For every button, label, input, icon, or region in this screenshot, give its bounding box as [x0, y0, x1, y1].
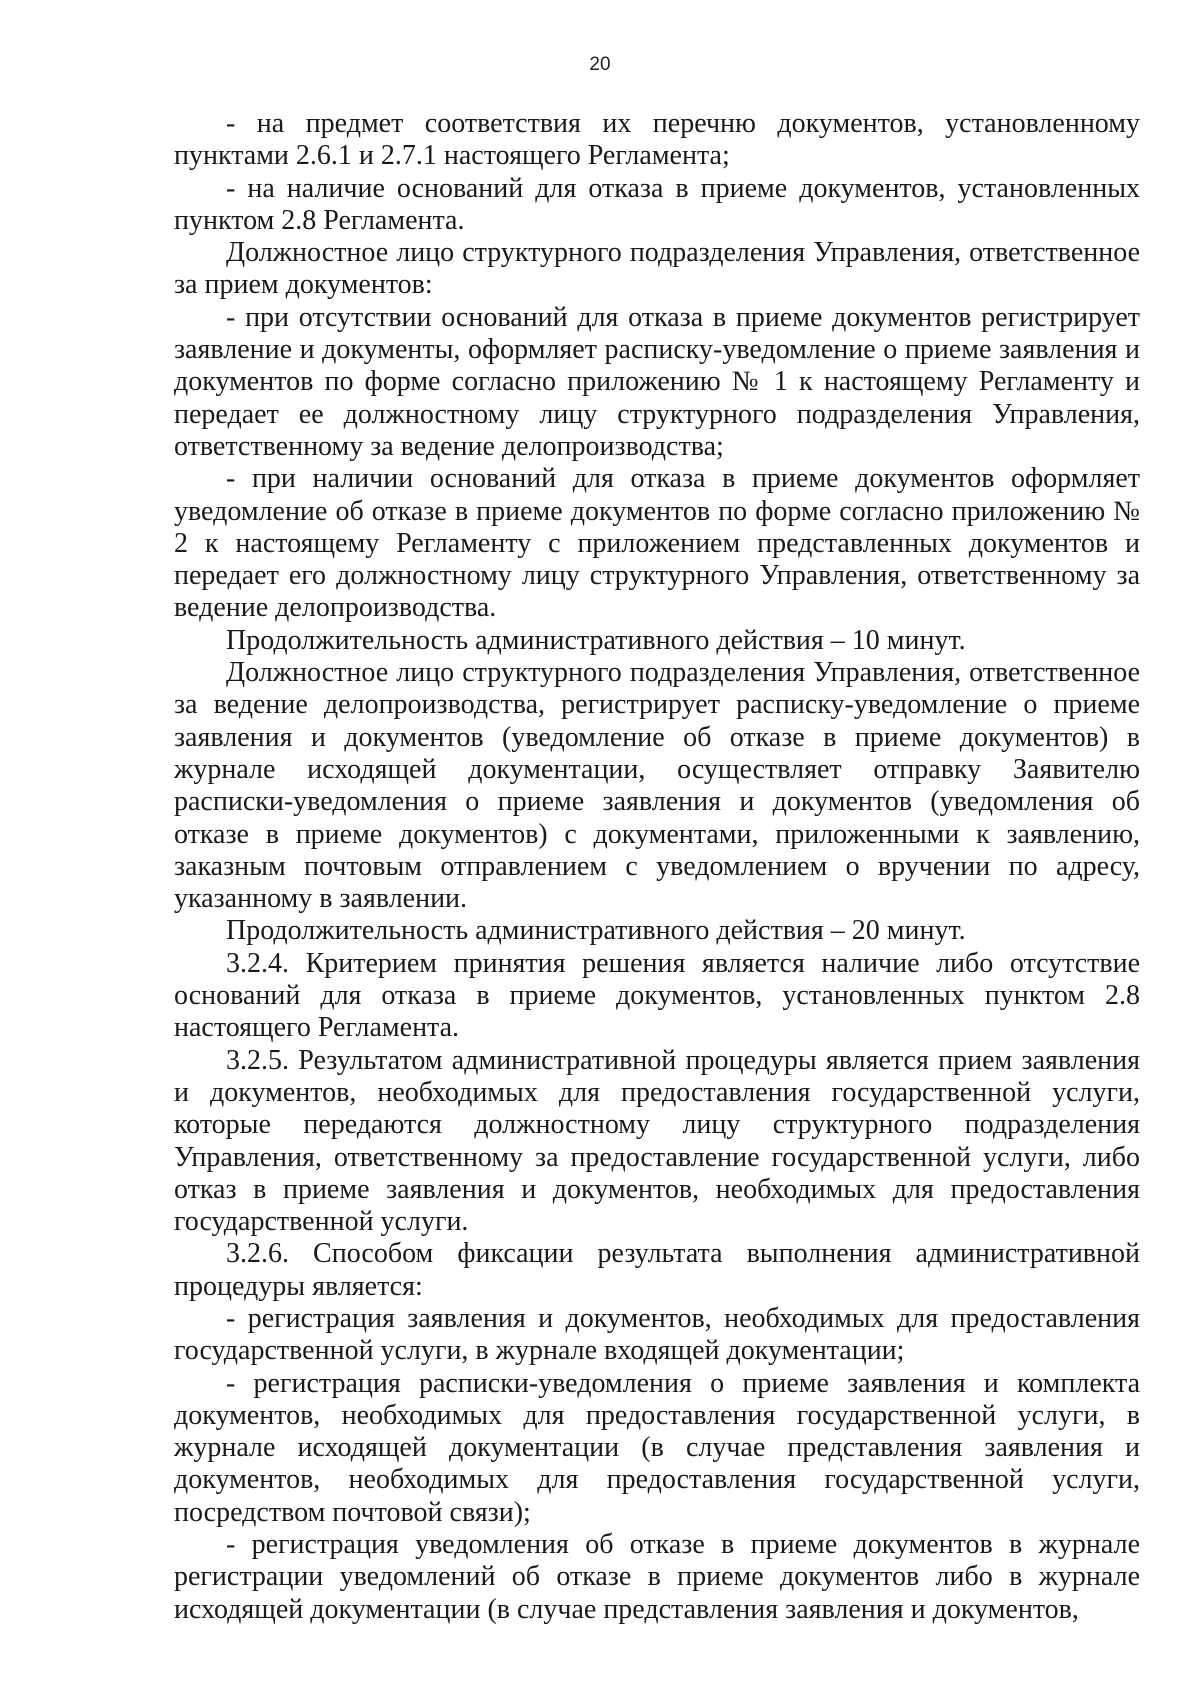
paragraph: - при отсутствии оснований для отказа в приеме документов регистрирует заявление и документы, оформляет расписку-уведомление о приеме заявления и документов по форме согласно приложению № 1 к настоящему Регламенту и передает ее должностному лицу структурного подразделения Управления, ответственному за ведение делопроизводства;	[174, 301, 1140, 462]
paragraph: 3.2.6. Способом фиксации результата выполнения административной процедуры является:	[174, 1238, 1140, 1302]
paragraph: - при наличии оснований для отказа в приеме документов оформляет уведомление об отказе в приеме документов по форме согласно приложению № 2 к настоящему Регламенту с приложением представленных документов и передает его должностному лицу структурного Управления, ответственному за ведение делопроизводства.	[174, 463, 1140, 624]
paragraph: 3.2.4. Критерием принятия решения является наличие либо отсутствие оснований для отказа в приеме документов, установленных пунктом 2.8 настоящего Регламента.	[174, 947, 1140, 1044]
paragraph: Продолжительность административного действия – 10 минут.	[226, 624, 966, 656]
paragraph: - на наличие оснований для отказа в приеме документов, установленных пунктом 2.8 Регламента.	[174, 172, 1140, 236]
paragraph: Должностное лицо структурного подразделения Управления, ответственное за ведение делопроизводства, регистрирует расписку-уведомление о приеме заявления и документов (уведомление об отказе в приеме документов) в журнале исходящей документации, осуществляет отправку Заявителю расписки-уведомления о приеме заявления и документов (уведомления об отказе в приеме документов) с документами, приложенными к заявлению, заказным почтовым отправлением с уведомлением о вручении по адресу, указанному в заявлении.	[174, 657, 1140, 915]
paragraph: - регистрация заявления и документов, необходимых для предоставления государственной услуги, в журнале входящей документации;	[174, 1302, 1140, 1367]
paragraph: - регистрация уведомления об отказе в приеме документов в журнале регистрации уведомлений об отказе в приеме документов либо в журнале исходящей документации (в случае представления заявления и документов,	[174, 1529, 1140, 1625]
paragraph: - на предмет соответствия их перечню документов, установленному пунктами 2.6.1 и 2.7.1 настоящего Регламента;	[174, 108, 1140, 172]
paragraph: Должностное лицо структурного подразделения Управления, ответственное за прием документов:	[174, 237, 1140, 301]
paragraph: 3.2.5. Результатом административной процедуры является прием заявления и документов, необходимых для предоставления государственной услуги, которые передаются должностному лицу структурного подразделения Управления, ответственному за предоставление государственной услуги, либо отказ в приеме заявления и документов, необходимых для предоставления государственной услуги.	[174, 1044, 1140, 1238]
document-body	[174, 108, 1140, 1626]
paragraph: Продолжительность административного действия – 20 минут.	[226, 915, 966, 947]
paragraph: - регистрация расписки-уведомления о приеме заявления и комплекта документов, необходимых для предоставления государственной услуги, в журнале исходящей документации (в случае представления заявления и документов, необходимых для предоставления государственной услуги, посредством почтовой связи);	[174, 1367, 1140, 1528]
page-number: 20	[589, 54, 611, 75]
